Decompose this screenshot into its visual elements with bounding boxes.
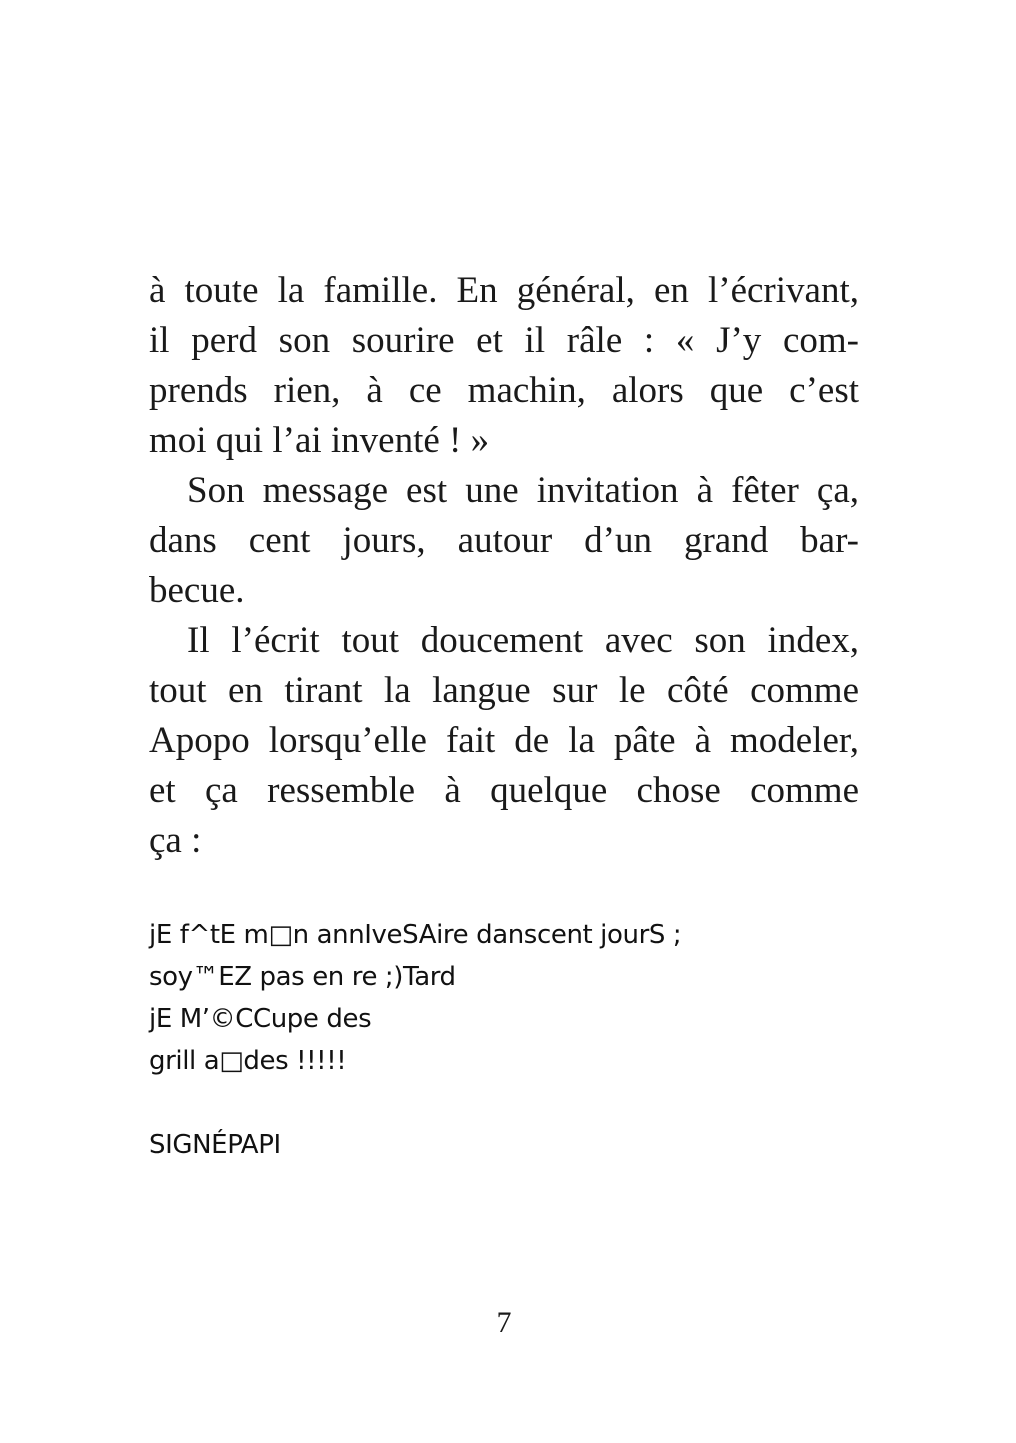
text-line: tout en tirant la langue sur le côté comme: [149, 670, 859, 711]
body-text: [149, 266, 859, 866]
text-line: Il l’écrit tout doucement avec son index,: [187, 620, 859, 661]
message-line: jE f^tE m□n annIveSAire danscent jourS ;: [149, 920, 682, 950]
text-line: dans cent jours, autour d’un grand bar-: [149, 520, 859, 561]
message-line: soy™EZ pas en re ;)Tard: [149, 962, 456, 992]
text-line: et ça ressemble à quelque chose comme: [149, 770, 859, 811]
message-signature: SIGNÉPAPI: [149, 1130, 281, 1160]
message-spacer: [149, 1082, 681, 1124]
message-line: grill a□des !!!!!: [149, 1046, 347, 1076]
text-line: il perd son sourire et il râle : « J’y com-: [149, 320, 859, 361]
text-line: moi qui l’ai inventé ! »: [149, 420, 490, 461]
text-line: ça :: [149, 820, 202, 861]
text-line: Son message est une invitation à fêter ça,: [187, 470, 859, 511]
text-line: Apopo lorsqu’elle fait de la pâte à modeler,: [149, 720, 859, 761]
text-line: becue.: [149, 570, 245, 611]
garbled-message: [149, 914, 681, 1166]
text-line: à toute la famille. En général, en l’écrivant,: [149, 270, 859, 311]
text-line: prends rien, à ce machin, alors que c’est: [149, 370, 859, 411]
message-line: jE M’©CCupe des: [149, 1004, 372, 1034]
page-number: 7: [496, 1306, 512, 1339]
